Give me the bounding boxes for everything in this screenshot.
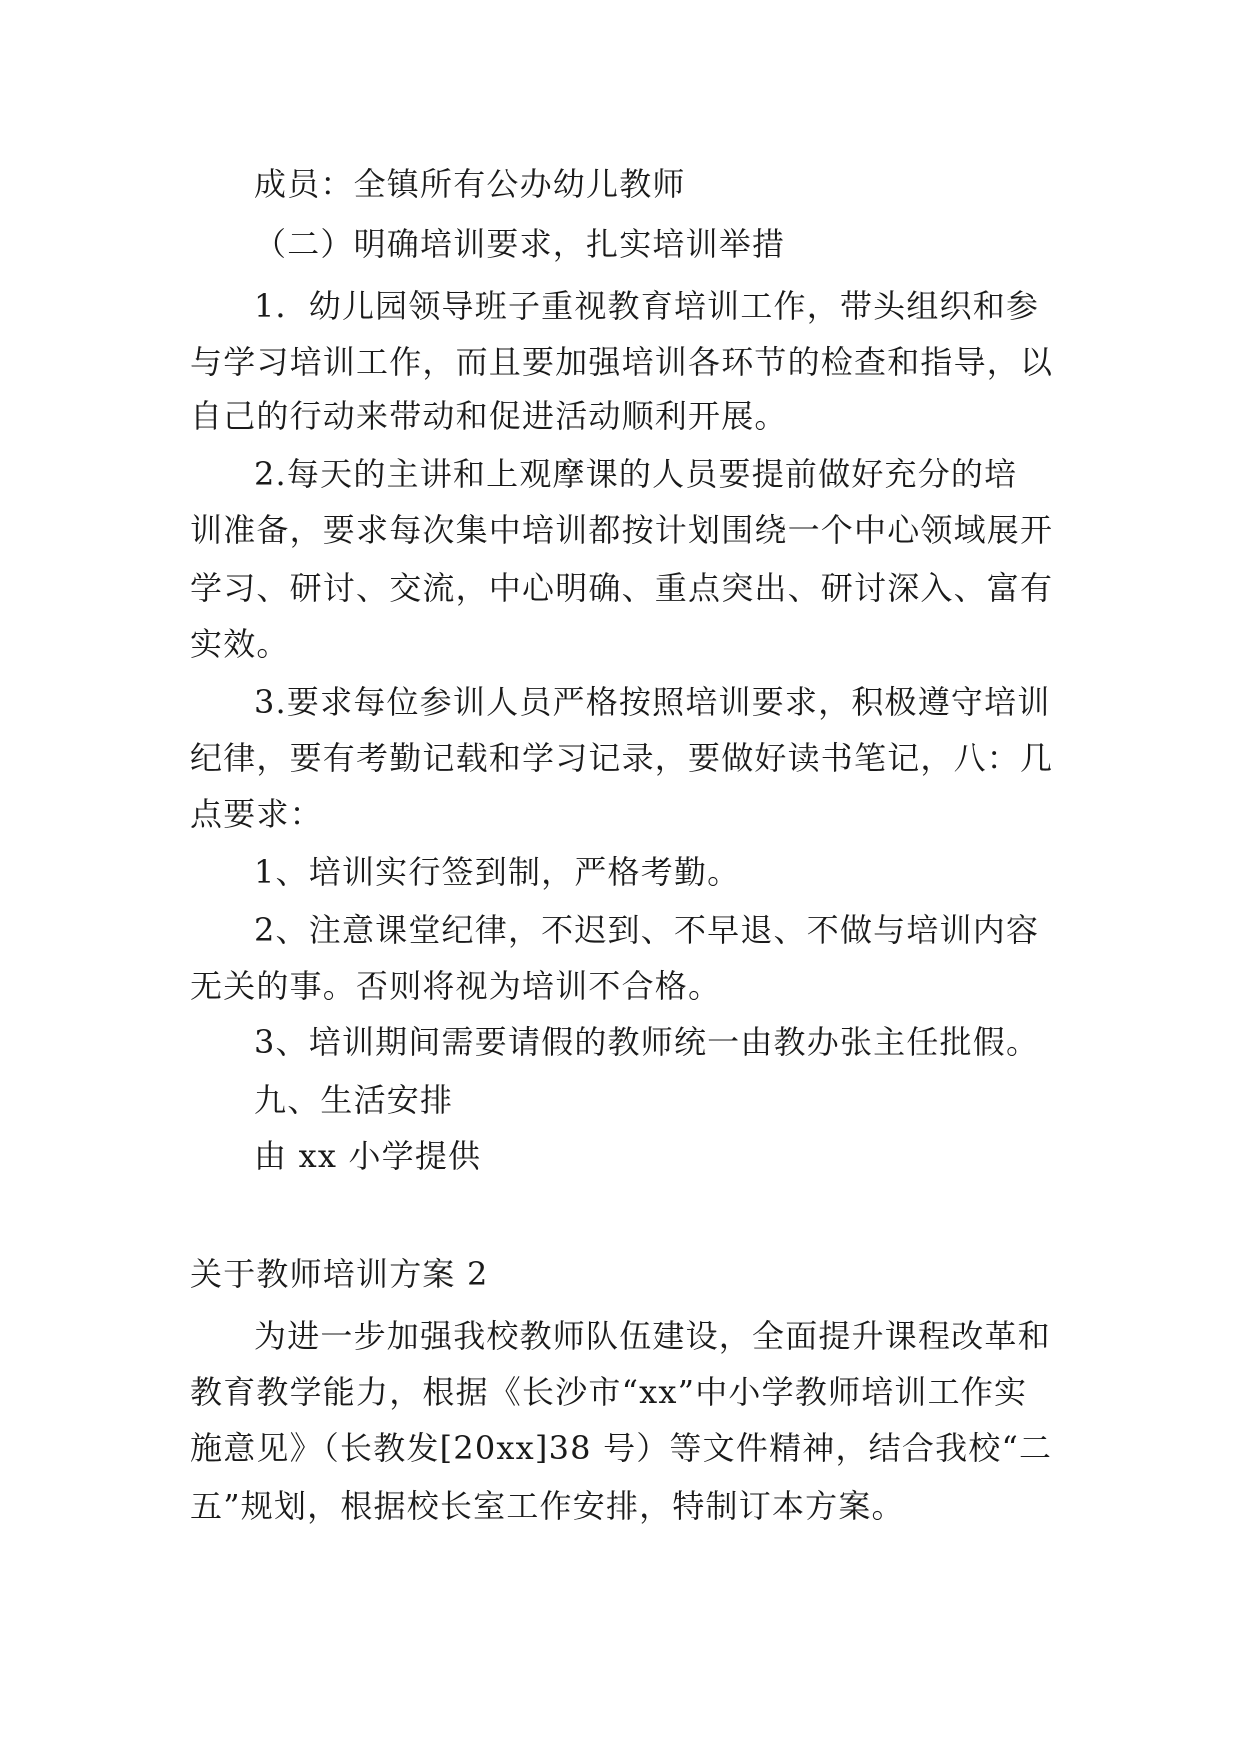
text-line: 由 xx 小学提供 (254, 1137, 482, 1175)
text-line: 1、培训实行签到制，严格考勤。 (254, 853, 741, 891)
text-line: 训准备，要求每次集中培训都按计划围绕一个中心领域展开 (190, 511, 1054, 549)
text-line: 九、生活安排 (254, 1081, 454, 1119)
text-line: 为进一步加强我校教师队伍建设，全面提升课程改革和 (254, 1317, 1051, 1355)
text-line: 3、培训期间需要请假的教师统一由教办张主任批假。 (254, 1023, 1040, 1061)
text-line: 成员：全镇所有公办幼儿教师 (254, 165, 686, 203)
text-line: 实效。 (190, 625, 290, 663)
text-line: （二）明确培训要求，扎实培训举措 (254, 225, 786, 263)
text-line: 无关的事。否则将视为培训不合格。 (190, 967, 722, 1005)
text-line: 3.要求每位参训人员严格按照培训要求，积极遵守培训 (254, 683, 1051, 721)
section-heading: 关于教师培训方案 2 (190, 1255, 489, 1293)
text-line: 纪律，要有考勤记载和学习记录，要做好读书笔记，八：几 (190, 739, 1054, 777)
text-line: 与学习培训工作，而且要加强培训各环节的检查和指导，以 (190, 343, 1054, 381)
text-line: 2.每天的主讲和上观摩课的人员要提前做好充分的培 (254, 455, 1018, 493)
text-line: 2、注意课堂纪律，不迟到、不早退、不做与培训内容 (254, 911, 1040, 949)
text-line: 教育教学能力，根据《长沙市“xx”中小学教师培训工作实 (190, 1373, 1028, 1411)
text-line: 自己的行动来带动和促进活动顺利开展。 (190, 397, 788, 435)
text-line: 五”规划，根据校长室工作安排，特制订本方案。 (190, 1487, 905, 1525)
text-line: 1．幼儿园领导班子重视教育培训工作，带头组织和参 (254, 287, 1040, 325)
text-line: 施意见》（长教发[20xx]38 号）等文件精神，结合我校“二 (190, 1429, 1053, 1467)
text-line: 学习、研讨、交流，中心明确、重点突出、研讨深入、富有 (190, 569, 1054, 607)
text-line: 点要求： (190, 795, 323, 833)
